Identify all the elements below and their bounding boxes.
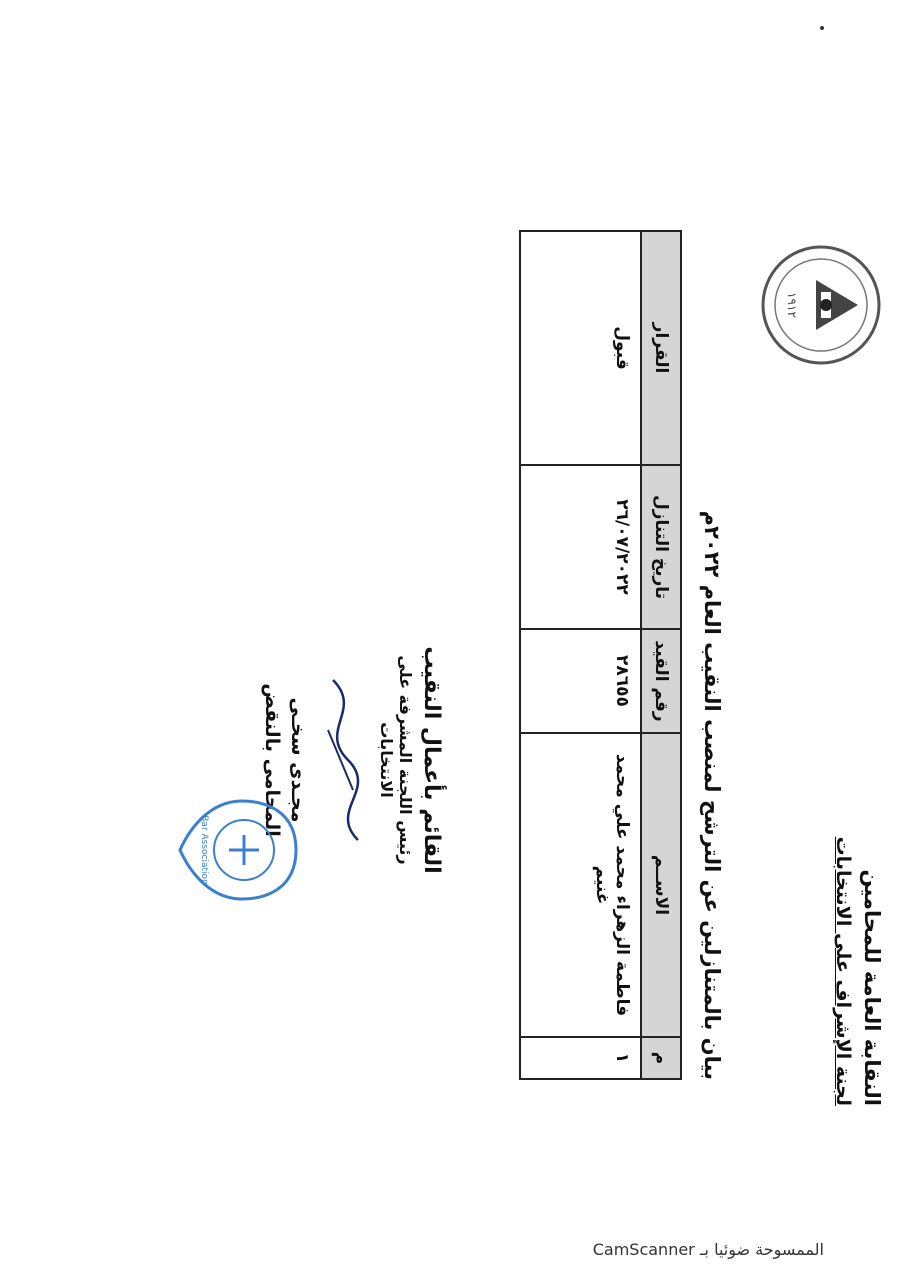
svg-text:١٩١٢: ١٩١٢ xyxy=(785,292,799,318)
blue-stamp-logo xyxy=(174,795,304,905)
signatory-role: القائم بأعمال النقيب xyxy=(419,646,444,874)
handwritten-signature xyxy=(313,640,373,880)
table-cell: قبول xyxy=(520,231,641,465)
signatory-name: مجـدى سخـى xyxy=(287,697,309,823)
column-header: رقم القيد xyxy=(641,629,681,733)
letterhead xyxy=(832,686,884,1106)
signatory-title: المحامى بالنقض xyxy=(261,683,283,837)
table-cell: ٢٨٦٥٥ xyxy=(520,629,641,733)
table-cell: فاطمة الزهراء محمد علي محمد غنيم xyxy=(520,733,641,1037)
column-header: الاســم xyxy=(641,733,681,1037)
column-header: القرار xyxy=(641,231,681,465)
syndicate-seal-logo xyxy=(756,240,886,370)
scan-speck xyxy=(820,26,824,30)
table-cell: ١ xyxy=(520,1037,641,1079)
table-cell: ٢٦/٠٧/٢٠٢٢ xyxy=(520,465,641,629)
table-row xyxy=(520,231,641,1079)
table-header-row xyxy=(641,231,681,1079)
signatory-role-secondary: رئيس اللجنة المشرفة على الانتخابات xyxy=(377,655,415,865)
scanner-watermark: الممسوحة ضوئيا بـ CamScanner xyxy=(592,1240,824,1259)
withdrawals-table xyxy=(519,230,682,1080)
organization-name: النقابة العامة للمحامين xyxy=(860,869,884,1106)
column-header: م xyxy=(641,1037,681,1079)
document-title: بيان بالمتنازلين عن الترشح لمنصب النقيب العام ٢٠٢٢م xyxy=(700,510,724,1080)
column-header: تاريخ التنازل xyxy=(641,465,681,629)
svg-text:Bar Association: Bar Association xyxy=(199,815,209,885)
committee-name: لجنة الإشراف على الانتخابات xyxy=(832,836,854,1106)
